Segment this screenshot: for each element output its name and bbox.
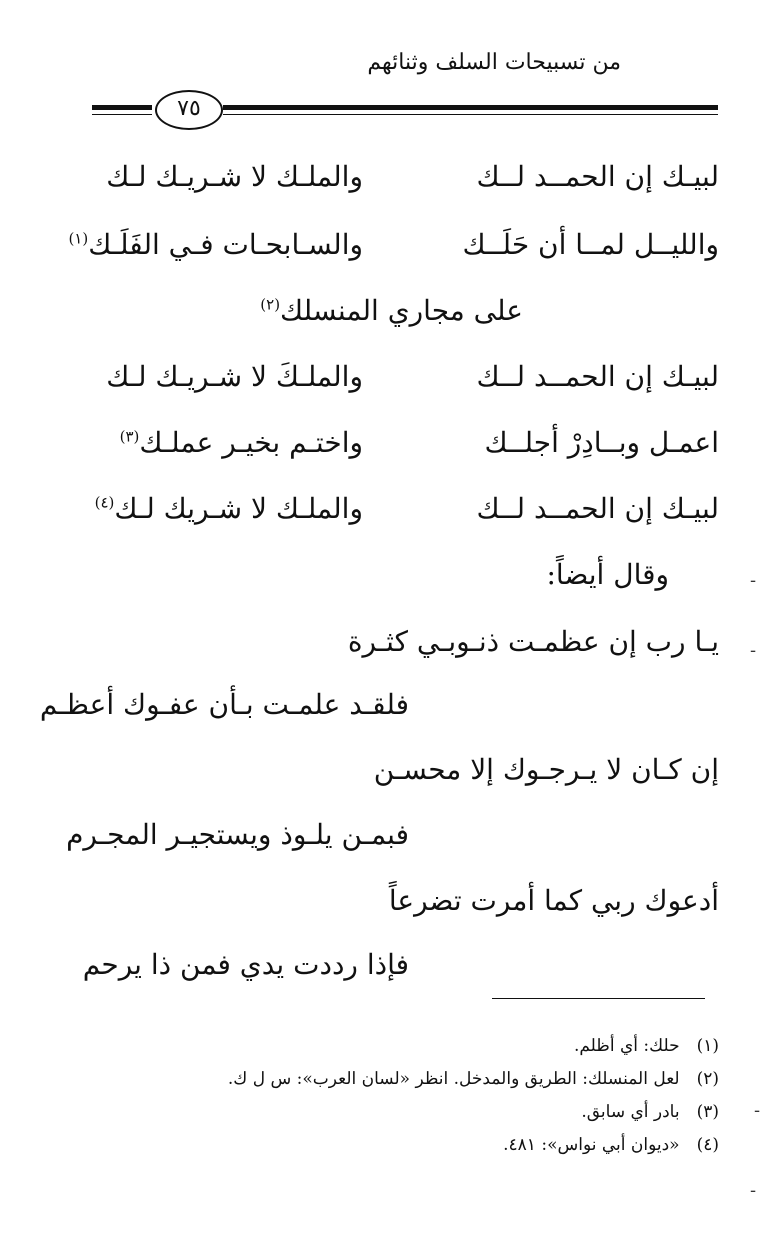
margin-dash: -: [750, 1180, 757, 1201]
footnote-text: حلك: أي أظلم.: [573, 1036, 680, 1056]
verse-text: والملـك لا شـريك لـك: [114, 492, 363, 525]
header-rule-left-thin: [92, 114, 152, 115]
verse-hemistich-left: والملـكَ لا شـريـك لـك: [106, 360, 363, 393]
footnote: [228, 1069, 719, 1089]
footnote-number: (١): [696, 1036, 719, 1056]
page-number-badge: [155, 90, 223, 130]
poem-line: فإذا رددت يدي فمن ذا يرحم: [82, 948, 409, 981]
margin-dash: -: [750, 570, 757, 591]
footnote-number: (٢): [696, 1069, 719, 1089]
footnote-text: «ديوان أبي نواس»: ٤٨١.: [503, 1135, 680, 1155]
margin-dash: -: [750, 640, 757, 661]
center-verse-text: على مجاري المنسلك: [280, 294, 523, 327]
verse-text: والسـابحـات فـي الفَلَـك: [88, 228, 363, 261]
header-rule-left: [92, 105, 152, 110]
intro-line: وقال أيضاً:: [546, 558, 669, 591]
footnote-ref: (٢): [260, 295, 281, 314]
footnote-text: بادر أي سابق.: [581, 1102, 680, 1122]
verse-hemistich-right: لبيـك إن الحمــد لــك: [476, 160, 719, 193]
verse-hemistich-left: [68, 228, 363, 261]
header-rule-right: [223, 105, 718, 110]
verse-hemistich-right: لبيـك إن الحمــد لــك: [476, 492, 719, 525]
verse-hemistich-left: [95, 492, 363, 525]
verse-hemistich-right: والليــل لمــا أن حَلَــك: [462, 228, 719, 261]
center-verse: [260, 294, 523, 327]
poem-line: فلقـد علمـت بـأن عفـوك أعظـم: [39, 688, 409, 721]
header-rule-right-thin: [223, 114, 718, 115]
verse-hemistich-left: [120, 426, 363, 459]
footnote-ref: (٣): [119, 427, 140, 446]
verse-hemistich-right: لبيـك إن الحمــد لــك: [476, 360, 719, 393]
poem-line: إن كـان لا يـرجـوك إلا محسـن: [373, 753, 719, 786]
page-number: ٧٥: [177, 96, 201, 121]
poem-line: يـا رب إن عظمـت ذنـوبـي كثـرة: [347, 625, 719, 658]
footnote-separator: [492, 998, 705, 999]
margin-dash: -: [754, 1100, 761, 1121]
verse-hemistich-left: والملـك لا شـريـك لـك: [106, 160, 363, 193]
footnote: [574, 1036, 719, 1056]
footnote-ref: (٤): [94, 493, 115, 512]
footnote-ref: (١): [68, 229, 89, 248]
footnote-text: لعل المنسلك: الطريق والمدخل. انظر «لسان العرب»: س ل ك.: [227, 1069, 680, 1089]
footnote-number: (٤): [696, 1135, 719, 1155]
poem-line: فبمـن يلـوذ ويستجيـر المجـرم: [66, 818, 409, 851]
footnote: [581, 1102, 719, 1122]
poem-line: أدعوك ربي كما أمرت تضرعاً: [388, 884, 719, 917]
verse-hemistich-right: اعمـل وبــادِرْ أجلــك: [484, 426, 719, 459]
page-title: من تسبيحات السلف وثنائهم: [367, 50, 621, 75]
verse-text: واختـم بخيـر عملـك: [139, 426, 363, 459]
footnote-number: (٣): [696, 1102, 719, 1122]
footnote: [503, 1135, 719, 1155]
